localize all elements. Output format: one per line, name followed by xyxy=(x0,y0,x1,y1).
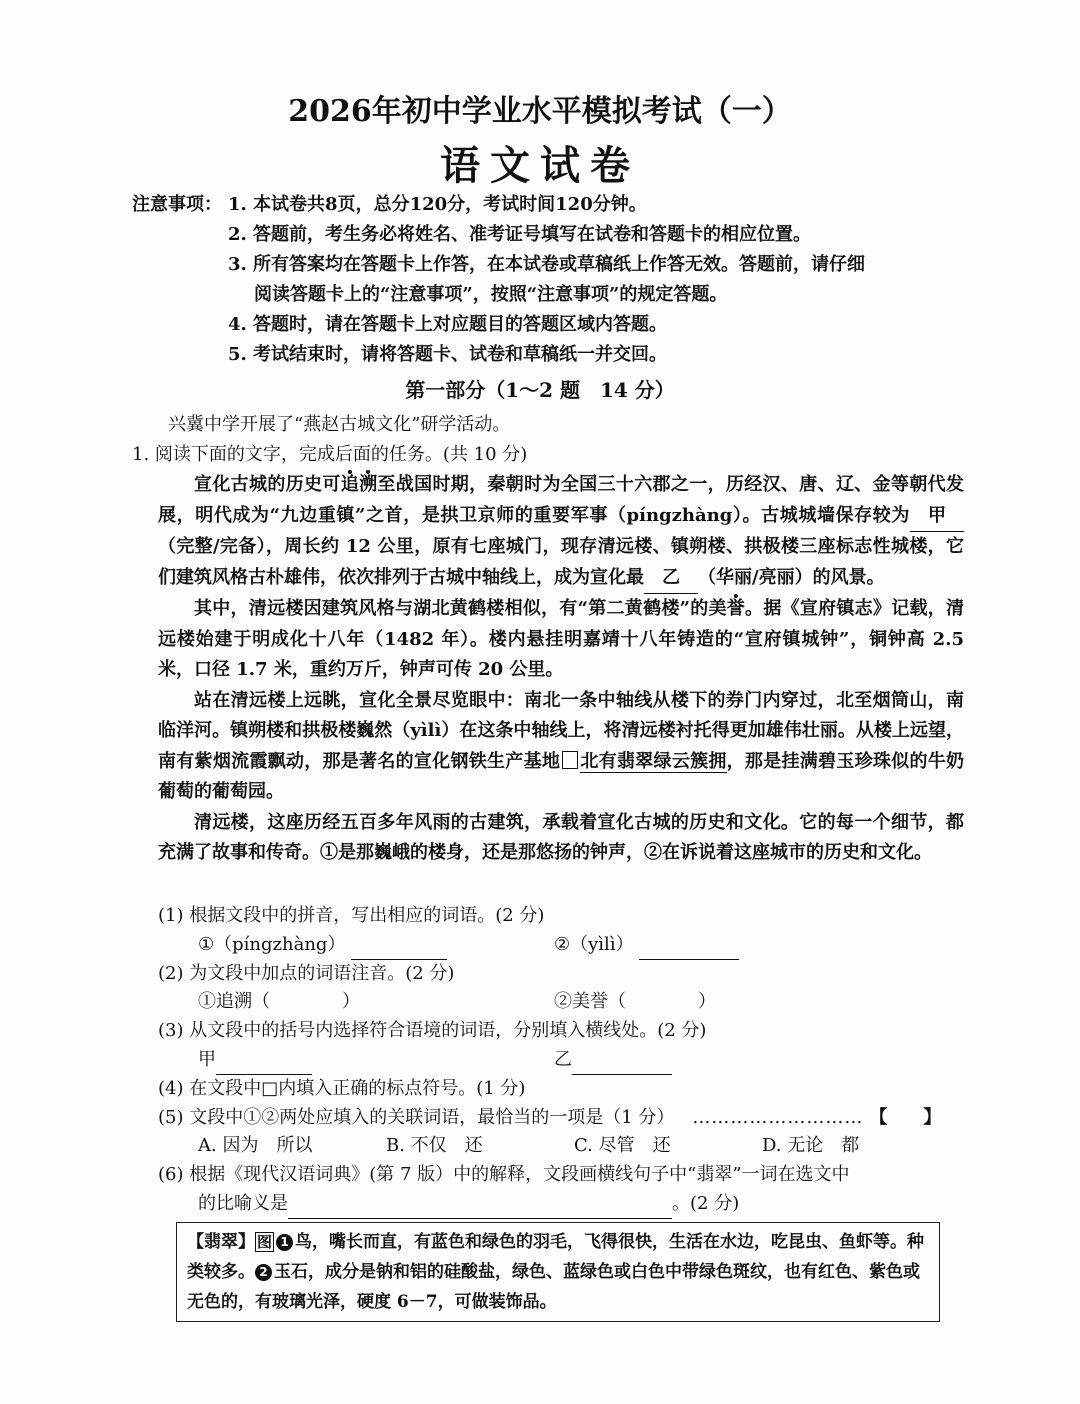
task-6-tail: 。(2 分) xyxy=(672,1192,740,1214)
note-item: 1. 本试卷共8页，总分120分，考试时间120分钟。 xyxy=(228,194,647,215)
passage-paragraph-1 xyxy=(158,470,964,594)
task-list xyxy=(158,902,964,1219)
task-2a-label: ①追溯（ ） xyxy=(198,991,360,1013)
underlined-sentence: 北有翡翠绿云簇拥 xyxy=(580,750,727,772)
punctuation-box xyxy=(562,751,578,769)
task-2b-label: ②美誉（ ） xyxy=(554,991,716,1013)
task-1b-label: ②（yìlì） xyxy=(554,933,634,955)
option-c: C. 尽管 还 xyxy=(574,1135,671,1157)
passage-text: ，那是挂满碧玉珍珠似的牛奶葡萄的葡萄园。 xyxy=(158,750,965,802)
task-5: (5) 文段中①②两处应填入的关联词语，最恰当的一项是（1 分） xyxy=(158,1106,675,1128)
task-3b-label: 乙 xyxy=(554,1048,572,1070)
task-6-label: 的比喻义是 xyxy=(198,1192,288,1214)
question-1-stem: 1. 阅读下面的文字，完成后面的任务。(共 10 分) xyxy=(132,444,528,465)
notes-label: 注意事项： xyxy=(132,194,222,215)
sense-number: 2 xyxy=(255,1264,272,1281)
answer-line xyxy=(216,1054,312,1075)
dictionary-entry-box xyxy=(176,1222,940,1322)
leader-dots: ……………………… xyxy=(692,1106,864,1128)
answer-line xyxy=(572,1054,672,1075)
passage-paragraph-2 xyxy=(158,594,964,686)
task-1a-label: ①（píngzhàng） xyxy=(198,933,346,955)
task-3-answers xyxy=(158,1046,964,1075)
exam-title: 2026年初中学业水平模拟考试（一） xyxy=(288,94,792,129)
note-item: 3. 所有答案均在答题卡上作答，在本试卷或草稿纸上作答无效。答题前，请仔细 xyxy=(228,254,866,275)
note-item: 阅读答题卡上的“注意事项”，按照“注意事项”的规定答题。 xyxy=(254,284,728,305)
passage-paragraph-3 xyxy=(158,686,964,808)
task-4: (4) 在文段中□内填入正确的标点符号。(1 分) xyxy=(158,1077,526,1099)
task-3: (3) 从文段中的括号内选择符合语境的词语，分别填入横线处。(2 分) xyxy=(158,1020,707,1042)
task-6-answer xyxy=(158,1190,964,1219)
answer-line xyxy=(288,1198,672,1219)
task-6: (6) 根据《现代汉语词典》(第 7 版）中的解释，文段画横线句子中“翡翠”一词在选文中 xyxy=(158,1164,850,1186)
passage-text: 其中，清远楼因建筑风格与湖北黄鹤楼相似，有“第二黄鹤楼”的美 xyxy=(194,598,727,619)
task-2: (2) 为文段中加点的词语注音。(2 分) xyxy=(158,962,455,984)
task-2-answers xyxy=(158,988,964,1017)
definition-2: 玉石，成分是钠和铝的硅酸盐，绿色、蓝绿色或白色中带绿色斑纹，也有红色、紫色或无色的，有玻璃光泽，硬度 6－7，可做装饰品。 xyxy=(187,1262,920,1312)
blank-yi: 乙 xyxy=(644,563,698,595)
answer-bracket: 【 】 xyxy=(869,1106,942,1128)
answer-line xyxy=(639,939,739,960)
definition-1: 鸟，嘴长而直，有蓝色和绿色的羽毛，飞得很快，生活在水边，吃昆虫、鱼虾等。种类较多。 xyxy=(187,1232,925,1282)
blank-jia: 甲 xyxy=(910,501,964,533)
passage-text: 宣化古城的历史可 xyxy=(194,474,341,495)
dictionary-headword: 【翡翠】 xyxy=(187,1232,255,1252)
task-5-options xyxy=(158,1132,964,1161)
answer-line xyxy=(351,939,447,960)
reading-passage xyxy=(158,470,964,869)
dotted-char: 追 xyxy=(340,474,360,495)
subject-title: 语文试卷 xyxy=(440,142,640,189)
section-title: 第一部分（1～2 题 14 分） xyxy=(405,378,675,402)
option-b: B. 不仅 还 xyxy=(386,1135,483,1157)
task-5-row xyxy=(158,1104,964,1133)
dotted-char: 溯 xyxy=(359,474,378,495)
option-a: A. 因为 所以 xyxy=(198,1135,313,1157)
passage-text: 站在清远楼上远眺，宣化全景尽览眼中：南北一条中轴线从楼下的券门内穿过，北至烟筒山，南临洋河。镇朔楼和拱极楼巍然（yìlì）在这条中轴线上，将清远楼衬托得更加雄伟壮丽。从楼上远望，南有紫烟流霞飘动，那是著名的宣化钢铁生产基地 xyxy=(158,689,964,772)
notes-block xyxy=(132,190,972,370)
passage-text: （华丽/亮丽）的风景。 xyxy=(698,566,885,588)
task-3a-label: 甲 xyxy=(198,1048,216,1070)
passage-paragraph-4: 清远楼，这座历经五百多年风雨的古建筑，承载着宣化古城的历史和文化。它的每一个细节，都充满了故事和传奇。①是那巍峨的楼身，还是那悠扬的钟声，②在诉说着这座城市的历史和文化。 xyxy=(158,811,964,863)
passage-text: （完整/完备），周长约 12 公里，原有七座城门，现存清远楼、镇朔楼、拱极楼三座标志性城楼，它们建筑风格古朴雄伟，依次排列于古城中轴线上，成为宣化最 xyxy=(158,536,964,588)
section-intro: 兴冀中学开展了“燕赵古城文化”研学活动。 xyxy=(168,414,511,435)
sense-number: 1 xyxy=(276,1234,293,1251)
part-of-speech-tag: 图 xyxy=(257,1233,273,1251)
note-item: 5. 考试结束时，请将答题卡、试卷和草稿纸一并交回。 xyxy=(228,344,668,365)
passage-text: 。据《宣府镇志》记载，清远楼始建于明成化十八年（1482 年）。楼内悬挂明嘉靖十八年铸造的“宣府镇城钟”，铜钟高 2.5 米，口径 1.7 米，重约万斤，钟声可传 20 公里。 xyxy=(158,598,965,680)
dotted-char: 誉 xyxy=(726,598,746,619)
note-item: 2. 答题前，考生务必将姓名、准考证号填写在试卷和答题卡的相应位置。 xyxy=(228,224,812,245)
passage-text: 至战国时期，秦朝时为全国三十六郡之一，历经汉、唐、辽、金等朝代发展，明代成为“九边重镇”之首，是拱卫京师的重要军事（píngzhàng）。古城城墙保存较为 xyxy=(158,474,965,526)
task-1-answers xyxy=(158,931,964,960)
note-item: 4. 答题时，请在答题卡上对应题目的答题区域内答题。 xyxy=(228,314,668,335)
task-1: (1) 根据文段中的拼音，写出相应的词语。(2 分) xyxy=(158,905,545,926)
option-d: D. 无论 都 xyxy=(762,1135,860,1157)
